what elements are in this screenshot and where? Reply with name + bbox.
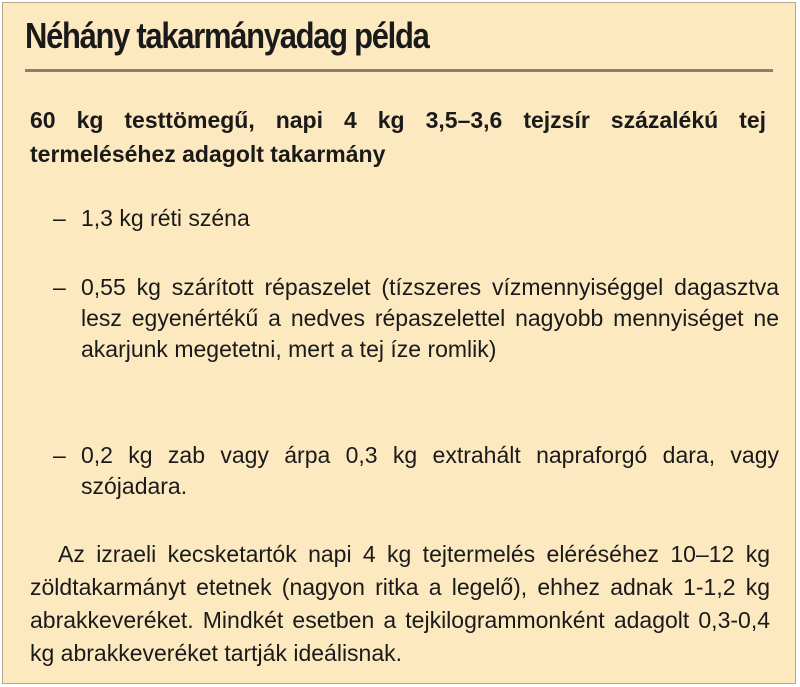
box-title: Néhány takarmányadag példa xyxy=(25,15,429,56)
list-item xyxy=(53,272,779,365)
body-paragraph: Az izraeli kecsketartók napi 4 kg tejtermelés eléréséhez 10–12 kg zöldtakarmányt etetnek (nagyon ritka a legelő), ehhez adnak 1-1,2 kg abrakkeveréket. Mindkét esetben a tejkilogrammonként adagolt 0,3-0,4 kg abrakkeveréket tartják ideálisnak. xyxy=(30,541,770,666)
info-box xyxy=(2,2,796,684)
list-item-text: 1,3 kg réti széna xyxy=(81,205,250,231)
list-dash: – xyxy=(53,442,66,468)
list-dash: – xyxy=(53,205,66,231)
list-item-text: 0,55 kg szárított répaszelet (tízszeres vízmennyiséggel dagasztva lesz egyenértékű a nedves répaszelettel nagyobb mennyiséget ne akarjunk megetetni, mert a tej íze romlik) xyxy=(81,274,779,362)
list-item xyxy=(53,440,779,502)
list-item-text: 0,2 kg zab vagy árpa 0,3 kg extrahált napraforgó dara, vagy szójadara. xyxy=(81,442,779,499)
ration-heading: 60 kg testtömegű, napi 4 kg 3,5–3,6 tejzsír százalékú tej termeléséhez adagolt takarmány xyxy=(30,107,766,167)
list-dash: – xyxy=(53,274,66,300)
title-underline xyxy=(25,69,773,72)
list-item xyxy=(53,203,779,234)
